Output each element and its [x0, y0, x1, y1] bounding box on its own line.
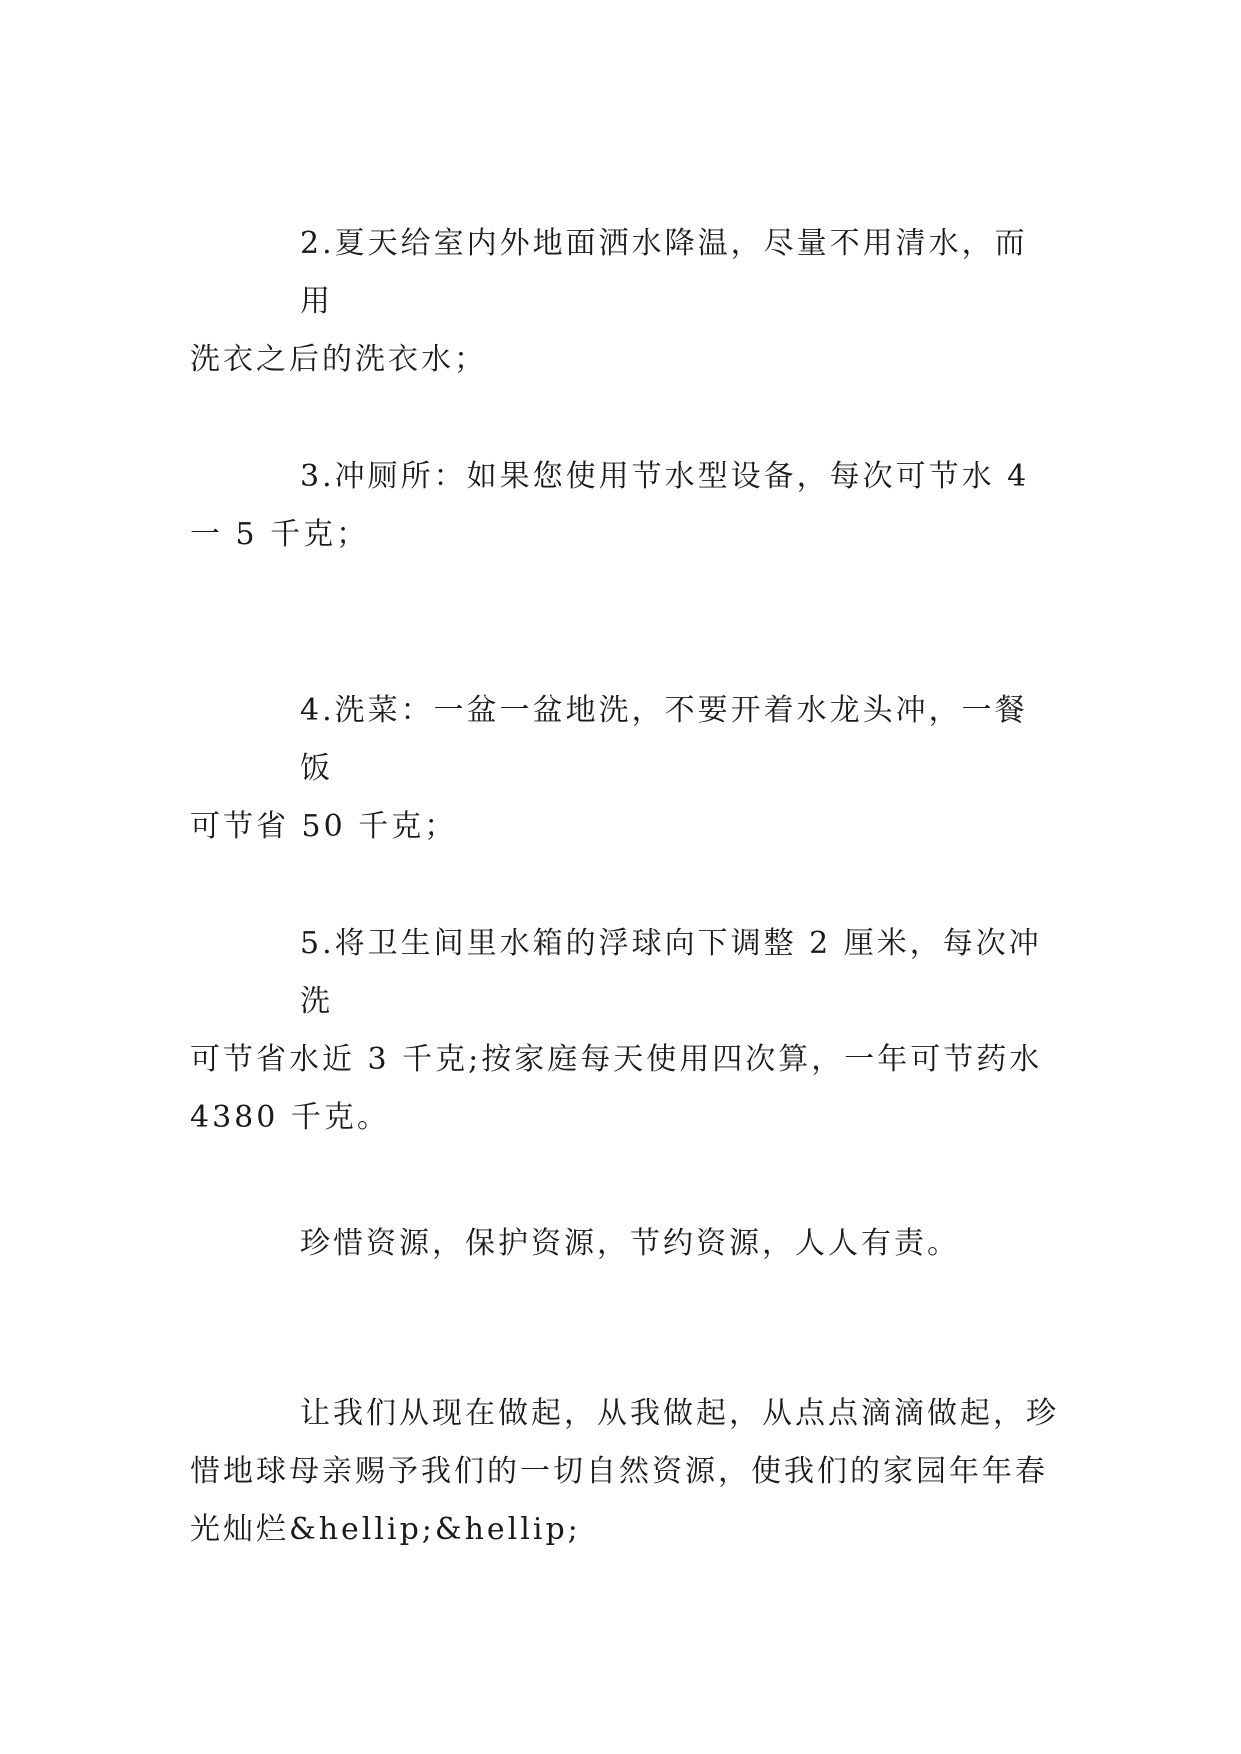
paragraph-line: 4380 千克。 — [190, 1100, 390, 1135]
paragraph-line: 3.冲厕所：如果您使用节水型设备，每次可节水 4 — [300, 459, 1030, 494]
paragraph-tip-5 — [190, 915, 1060, 1147]
paragraph-slogan — [190, 1215, 1060, 1273]
paragraph-tip-2 — [190, 215, 1060, 389]
paragraph-line: 惜地球母亲赐予我们的一切自然资源，使我们的家园年年春 — [190, 1454, 1048, 1489]
paragraph-line: 洗衣之后的洗衣水； — [190, 342, 487, 377]
paragraph-tip-3 — [190, 448, 1060, 564]
paragraph-closing — [190, 1385, 1060, 1559]
paragraph-line: 可节省 50 千克； — [190, 809, 458, 844]
paragraph-line: 一 5 千克； — [190, 517, 370, 552]
paragraph-line: 珍惜资源，保护资源，节约资源，人人有责。 — [300, 1226, 960, 1261]
paragraph-line: 可节省水近 3 千克;按家庭每天使用四次算，一年可节药水 — [190, 1042, 1043, 1077]
paragraph-line: 5.将卫生间里水箱的浮球向下调整 2 厘米，每次冲洗 — [300, 926, 1042, 1019]
paragraph-line: 4.洗菜：一盆一盆地洗，不要开着水龙头冲，一餐饭 — [300, 693, 1028, 786]
paragraph-line: 让我们从现在做起，从我做起，从点点滴滴做起，珍 — [300, 1396, 1059, 1431]
paragraph-line: 光灿烂&hellip;&hellip; — [190, 1512, 581, 1547]
paragraph-line: 2.夏天给室内外地面洒水降温，尽量不用清水，而用 — [300, 226, 1028, 319]
paragraph-tip-4 — [190, 682, 1060, 856]
